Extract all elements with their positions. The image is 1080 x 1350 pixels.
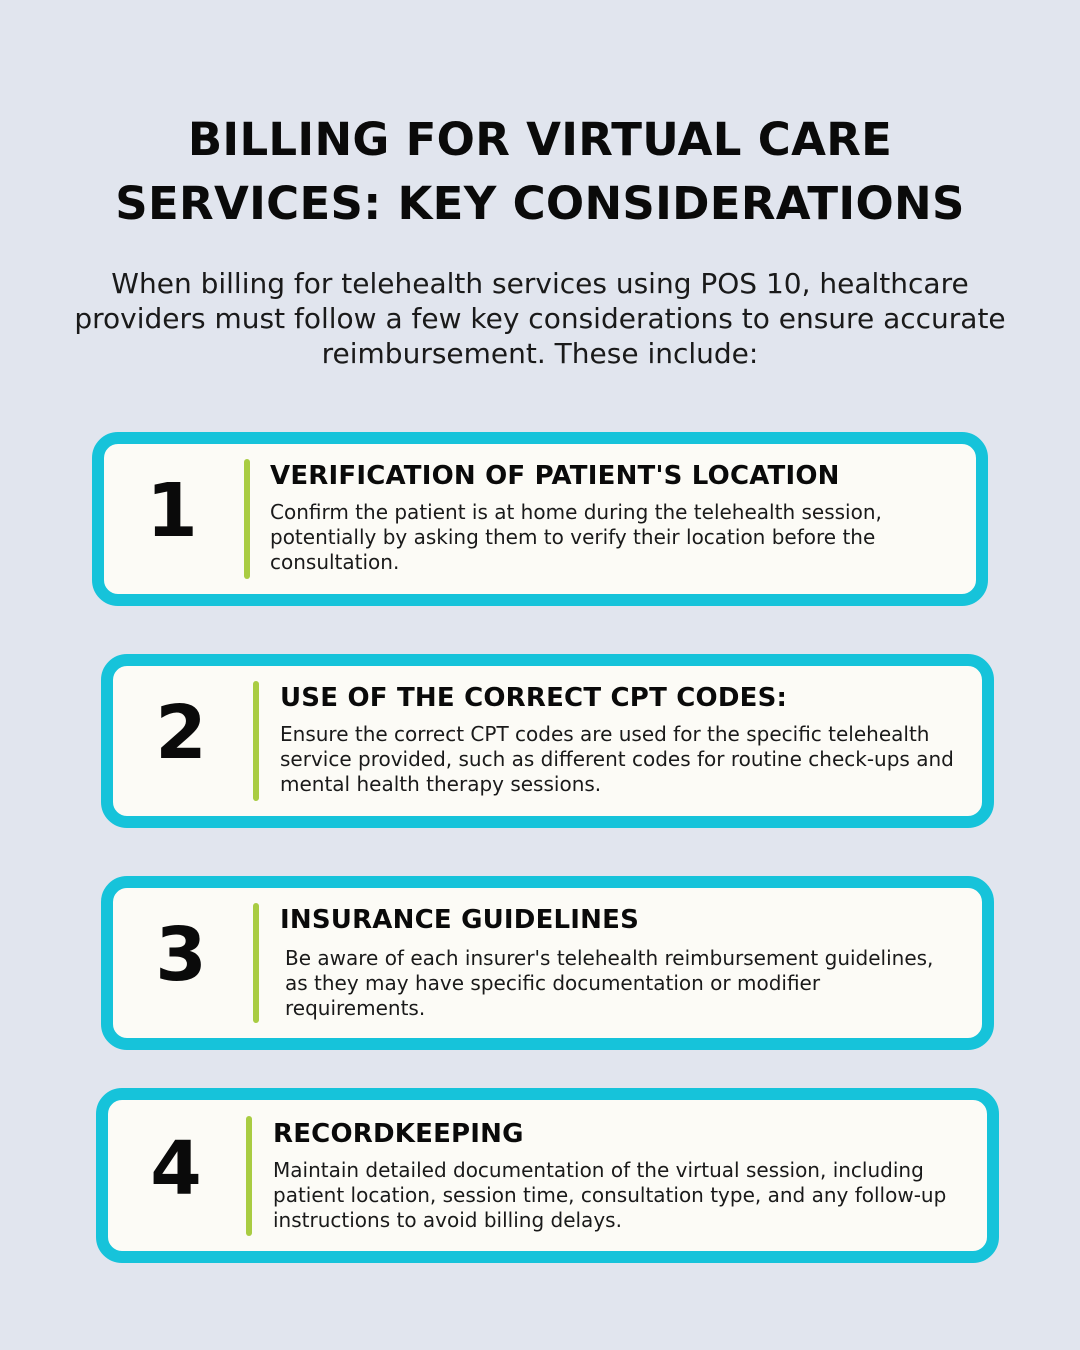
- card-divider: [253, 681, 259, 801]
- card-body: Ensure the correct CPT codes are used for the specific telehealth service provided, such as different codes for routine check-ups and mental health therapy sessions.: [280, 722, 954, 796]
- consideration-card-1: [92, 432, 988, 606]
- page-title-line-2: SERVICES: KEY CONSIDERATIONS: [115, 177, 965, 230]
- card-body: Be aware of each insurer's telehealth reimbursement guidelines, as they may have specific documentation or modifier requirements.: [285, 946, 934, 1020]
- consideration-card-2: [101, 654, 994, 828]
- page-title-line-1: BILLING FOR VIRTUAL CARE: [187, 113, 893, 166]
- card-body: Maintain detailed documentation of the virtual session, including patient location, session time, consultation type, and any follow-up instructions to avoid billing delays.: [273, 1158, 947, 1232]
- card-heading: VERIFICATION OF PATIENT'S LOCATION: [270, 461, 840, 491]
- card-number: 2: [155, 690, 207, 776]
- intro-paragraph: When billing for telehealth services using POS 10, healthcare providers must follow a few key considerations to ensure accurate reimbursement. These include:: [74, 267, 1006, 370]
- card-heading: RECORDKEEPING: [273, 1119, 524, 1149]
- page-title: [60, 108, 1020, 236]
- consideration-card-4: [96, 1088, 999, 1263]
- card-divider: [244, 459, 250, 579]
- card-heading: INSURANCE GUIDELINES: [280, 905, 640, 935]
- card-divider: [253, 903, 259, 1023]
- card-number: 1: [146, 468, 198, 554]
- consideration-card-3: [101, 876, 994, 1050]
- card-divider: [246, 1116, 252, 1236]
- card-number: 4: [150, 1126, 202, 1212]
- card-number: 3: [155, 912, 207, 998]
- card-body: Confirm the patient is at home during the telehealth session, potentially by asking them to verify their location before the consultation.: [270, 500, 882, 574]
- card-heading: USE OF THE CORRECT CPT CODES:: [280, 683, 788, 713]
